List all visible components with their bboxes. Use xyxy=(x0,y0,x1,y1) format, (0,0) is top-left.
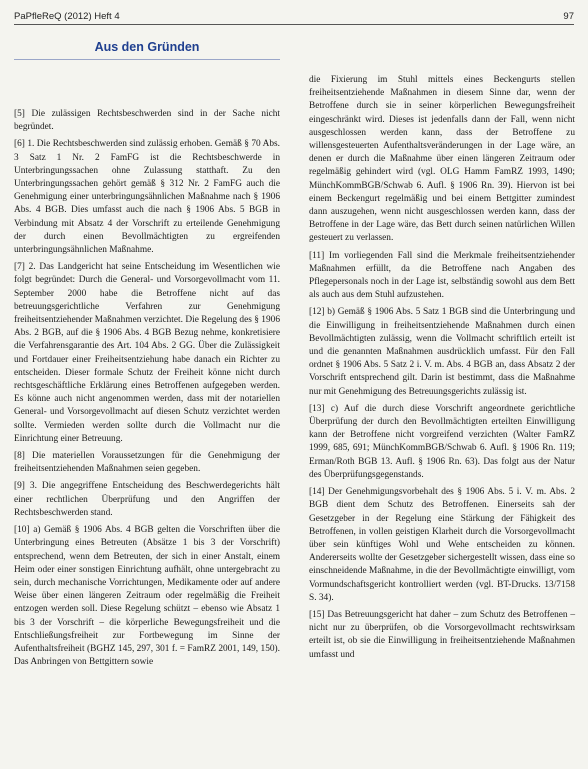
paragraph-6: [6] 1. Die Rechtsbeschwerden sind zulässig erhoben. Gemäß § 70 Abs. 3 Satz 1 Nr. 2 FamFG ist die Rechtsbeschwerde in Unterbringungssachen ohne Zulassung statthaft. Zu den Unterbringungssachen gehört gemäß § 312 Nr. 2 FamFG auch die Genehmigung einer unterbringungsähnlichen Maßnahme nach § 1906 Abs. 4 BGB. Dies umfasst auch die nach § 1906 Abs. 5 BGB in Verbindung mit Absatz 4 der Vorschrift zu erteilende Genehmigung der durch einen Bevollmächtigten zu ergreifenden unterbringungsähnlichen Maßnahme. xyxy=(14,139,280,256)
paragraph-11: [11] Im vorliegenden Fall sind die Merkmale freiheitsentziehender Maßnahmen erfüllt, da die Betroffene nach Angaben des Pflegepersonals noch in der Lage ist, selbständig sowohl aus dem Bett als auch aus dem Stuhl aufzustehen. xyxy=(309,250,575,301)
page-number: 97 xyxy=(563,11,574,22)
paragraph-7: [7] 2. Das Landgericht hat seine Entscheidung im Wesentlichen wie folgt begründet: Durch die General- und Vorsorgevollmacht vom 11. September 2000 habe die Betroffene nicht auf das betreuungsgerichtliche Verfahren zur Genehmigung freiheitsentziehender Maßnahmen verzichtet. Die Regelung des § 1906 Abs. 2 BGB, auf die § 1906 Abs. 4 BGB Bezug nehme, konkretisiere die Verfahrensgarantie des Art. 104 Abs. 2 GG. Über die Zulässigkeit und Fortdauer einer Freiheitsentziehung habe danach ein Richter zu entscheiden. Dieser formale Schutz der Freiheit könne nicht durch rechtsgeschäftliche Erklärung eines Betroffenen aufgegeben werden. Es könne auch nicht angenommen werden, dass mit der notariellen General- und Vorsorgevollmacht auf diesen Schutz verzichtet werden sollte. Vermieden werden sollte durch die Vollmacht nur die Einrichtung einer Betreuung. xyxy=(14,262,280,444)
right-column xyxy=(309,74,575,666)
section-title: Aus den Gründen xyxy=(14,40,280,60)
paragraph-14: [14] Der Genehmigungsvorbehalt des § 1906 Abs. 5 i. V. m. Abs. 2 BGB dient dem Schutz des Betroffenen. Einerseits sah der Gesetzgeber in der Regelung eine Stärkung der Fähigkeit des Betroffenen, in vollen geistigen Klarheit durch die Vorsorgevollmacht über sein künftiges Wohl und Wehe entscheiden zu können. Andererseits wollte der Gesetzgeber sichergestellt wissen, dass eine so einschneidende Maßnahme, in die der Bevollmächtigte einwilligt, vom Vormundschaftsgericht kontrolliert werden (vgl. BT-Drucks. 13/7158 S. 34). xyxy=(309,487,575,603)
paragraph-10-cont: die Fixierung im Stuhl mittels eines Beckengurts stellen freiheitsentziehende Maßnahmen in diesem Sinne dar, wenn der Betroffene durch sie in seiner körperlichen Bewegungsfreiheit eingeschränkt wird. Dieses ist jedenfalls dann der Fall, wenn nicht ausgeschlossen werden kann, dass der Betroffene zu willensgesteuerten Aufenthaltsveränderungen in der Lage wäre, an denen er durch die Maßnahme über einen längeren Zeitraum oder regelmäßig gehindert wird (vgl. OLG Hamm FamRZ 1993, 1490; MünchKommBGB/Schwab 6. Aufl. § 1906 Rn. 39). Hiervon ist bei einem Beckengurt regelmäßig und bei einem Bettgitter zumindest dann auszugehen, wenn nicht ausgeschlossen werden kann, dass der Betroffene in der Lage wäre, das Bett durch seinen natürlichen Willen gesteuert zu verlassen. xyxy=(309,75,575,244)
page-header xyxy=(14,4,574,22)
journal-title: PaPfleReQ (2012) Heft 4 xyxy=(14,11,120,22)
paragraph-10: [10] a) Gemäß § 1906 Abs. 4 BGB gelten die Vorschriften über die Unterbringung eines Betreuten (Absätze 1 bis 3 der Vorschrift) entsprechend, wenn dem Betreuten, der sich in einer Anstalt, einem Heim oder einer sonstigen Einrichtung aufhält, ohne untergebracht zu sein, durch mechanische Vorrichtungen, Medikamente oder auf andere Weise über einen längeren Zeitraum oder regelmäßig die Freiheit entzogen werden soll. Diese Regelung schützt – ebenso wie Absatz 1 bis 3 der Vorschrift – die körperliche Bewegungsfreiheit und die Entschließungsfreiheit zur Fortbewegung im Sinne der Aufenthaltsfreiheit (BGHZ 145, 297, 301 f. = FamRZ 2001, 149, 150). Das Anbringen von Bettgittern sowie xyxy=(14,525,280,668)
paragraph-13: [13] c) Auf die durch diese Vorschrift angeordnete gerichtliche Überprüfung der durch den Bevollmächtigten erteilten Einwilligung kann der Betroffene nicht vorgreifend verzichten (Walter FamRZ 1999, 685, 691; MünchKommBGB/Schwab 6. Aufl. § 1906 Rn. 119; Erman/Roth BGB 13. Aufl. § 1906 Rn. 63). Das folgt aus der Natur des Überprüfungsgegenstands. xyxy=(309,403,575,480)
left-column xyxy=(14,108,280,673)
paragraph-12: [12] b) Gemäß § 1906 Abs. 5 Satz 1 BGB sind die Unterbringung und die Einwilligung in freiheitsentziehende Maßnahmen durch einen Bevollmächtigten zulässig, wenn die Vollmacht schriftlich erteilt ist und die genannten Maßnahmen ausdrücklich umfasst. Für den Fall ordnet § 1906 Abs. 5 Satz 2 i. V. m. Abs. 4 BGB an, dass Absatz 2 der Vorschrift entsprechend gilt. Darin ist bestimmt, dass die Maßnahme nur mit Genehmigung des Betreuungsgerichts zulässig ist. xyxy=(309,307,575,397)
paragraph-5: [5] Die zulässigen Rechtsbeschwerden sind in der Sache nicht begründet. xyxy=(14,109,280,133)
header-rule xyxy=(14,24,574,25)
paragraph-15: [15] Das Betreuungsgericht hat daher – zum Schutz des Betroffenen – nicht nur zu überprüfen, ob die Vorsorgevollmacht rechtswirksam erteilt ist, ob sie die Einwilligung in freiheitsentziehende Maßnahmen umfasst und xyxy=(309,609,575,660)
paragraph-9: [9] 3. Die angegriffene Entscheidung des Beschwerdegerichts hält einer rechtlichen Überprüfung und den Angriffen der Rechtsbeschwerden stand. xyxy=(14,481,280,518)
paragraph-8: [8] Die materiellen Voraussetzungen für die Genehmigung der freiheitsentziehenden Maßnahmen seien gegeben. xyxy=(14,451,280,475)
